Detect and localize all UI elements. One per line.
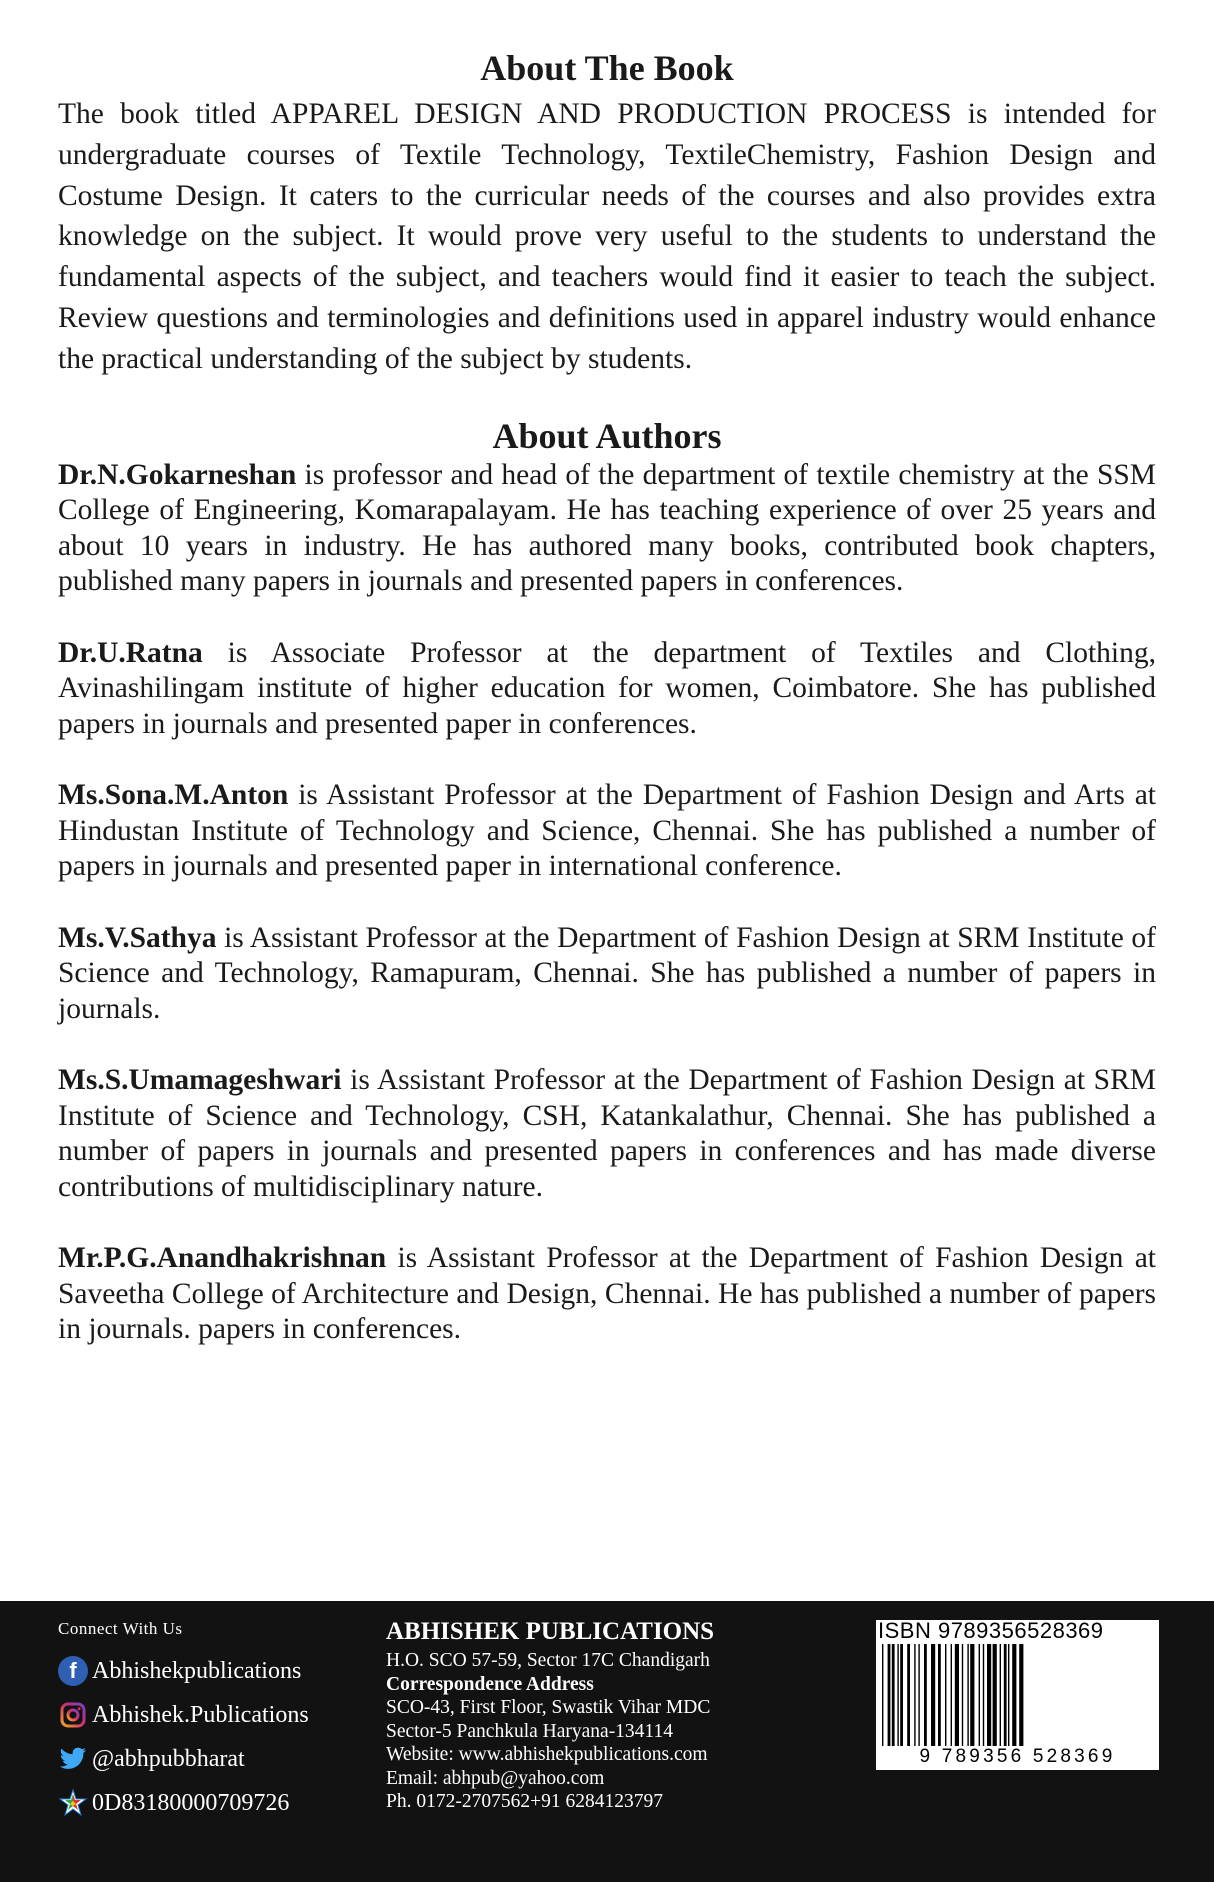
author-description: is Associate Professor at the department of Textiles and Clothing, Avinashilingam institute of higher education for women, Coimbatore. She has published papers in journals and presented paper in conferences. bbox=[58, 636, 1156, 740]
publisher-phone: Ph. 0172-2707562+91 6284123797 bbox=[386, 1791, 663, 1812]
publisher-website: Website: www.abhishekpublications.com bbox=[386, 1744, 708, 1765]
social-koo[interactable] bbox=[58, 1781, 378, 1825]
social-instagram[interactable] bbox=[58, 1693, 378, 1737]
isbn-digits: 9 789356 528369 bbox=[876, 1746, 1159, 1770]
isbn-label: ISBN 9789356528369 bbox=[878, 1618, 1104, 1643]
about-authors-title: About Authors bbox=[492, 415, 722, 456]
author-name: Mr.P.G.Anandhakrishnan bbox=[58, 1242, 387, 1275]
connect-title: Connect With Us bbox=[58, 1619, 183, 1638]
koo-id: 0D83180000709726 bbox=[92, 1789, 290, 1816]
cover-footer bbox=[0, 1601, 1214, 1882]
cover-text-area bbox=[58, 46, 1156, 1384]
author-description: is Assistant Professor at the Department of Fashion Design at SRM Institute of Science and Technology, Ramapuram, Chennai. She has published a number of papers in journals. bbox=[58, 921, 1156, 1025]
publisher-address-ho: H.O. SCO 57-59, Sector 17C Chandigarh bbox=[386, 1650, 710, 1671]
about-authors-section bbox=[58, 414, 1156, 1348]
author-bio bbox=[58, 458, 1156, 600]
barcode-image bbox=[880, 1644, 1155, 1746]
author-bio bbox=[58, 778, 1156, 885]
author-bio bbox=[58, 1241, 1156, 1348]
author-name: Ms.V.Sathya bbox=[58, 921, 217, 954]
instagram-handle: Abhishek.Publications bbox=[92, 1701, 309, 1728]
about-book-title: About The Book bbox=[480, 48, 734, 88]
social-facebook[interactable] bbox=[58, 1649, 378, 1693]
connect-with-us bbox=[58, 1619, 378, 1825]
publisher-info bbox=[386, 1618, 806, 1814]
correspondence-address-line-2: Sector-5 Panchkula Haryana-134114 bbox=[386, 1720, 673, 1742]
author-name: Ms.Sona.M.Anton bbox=[58, 779, 289, 812]
author-list bbox=[58, 458, 1156, 1348]
author-description: is Assistant Professor at the Department of Fashion Design at SRM Institute of Science and Technology, CSH, Katankalathur, Chennai. She has published a number of papers in journals and presented papers in conferences and has made diverse contributions of multidisciplinary nature. bbox=[58, 1064, 1156, 1203]
publisher-email: Email: abhpub@yahoo.com bbox=[386, 1767, 605, 1789]
author-name: Dr.U.Ratna bbox=[58, 636, 203, 669]
instagram-icon bbox=[58, 1700, 88, 1730]
correspondence-address-line-1: SCO-43, First Floor, Swastik Vihar MDC bbox=[386, 1697, 711, 1718]
publisher-name: ABHISHEK PUBLICATIONS bbox=[386, 1618, 715, 1645]
about-book-body: The book titled APPAREL DESIGN AND PRODUCTION PROCESS is intended for undergraduate courses of Textile Technology, TextileChemistry, Fashion Design and Costume Design. It caters to the curricular needs of the courses and also provides extra knowledge on the subject. It would prove very useful to the students to understand the fundamental aspects of the subject, and teachers would find it easier to teach the subject. Review questions and terminologies and definitions used in apparel industry would enhance the practical understanding of the subject by students. bbox=[58, 98, 1156, 375]
correspondence-heading: Correspondence Address bbox=[386, 1673, 594, 1695]
author-bio bbox=[58, 636, 1156, 743]
author-description: is professor and head of the department of textile chemistry at the SSM College of Engineering, Komarapalayam. He has teaching experience of over 25 years and about 10 years in industry. He has authored many books, contributed book chapters, published many papers in journals and presented papers in conferences. bbox=[58, 458, 1156, 598]
isbn-barcode-box bbox=[876, 1620, 1159, 1770]
author-bio bbox=[58, 1063, 1156, 1205]
author-name: Dr.N.Gokarneshan bbox=[58, 458, 297, 491]
facebook-icon: f bbox=[58, 1656, 88, 1686]
twitter-handle: @abhpubbharat bbox=[92, 1745, 245, 1772]
author-name: Ms.S.Umamageshwari bbox=[58, 1064, 342, 1097]
about-book-section bbox=[58, 46, 1156, 380]
author-bio bbox=[58, 921, 1156, 1028]
star-icon bbox=[58, 1788, 88, 1818]
author-description: is Assistant Professor at the Department of Fashion Design and Arts at Hindustan Institute of Technology and Science, Chennai. She has published a number of papers in journals and presented paper in international conference. bbox=[58, 779, 1156, 883]
facebook-handle: Abhishekpublications bbox=[92, 1657, 302, 1684]
social-twitter[interactable] bbox=[58, 1737, 378, 1781]
author-description: is Assistant Professor at the Department of Fashion Design at Saveetha College of Architecture and Design, Chennai. He has published a number of papers in journals. papers in conferences. bbox=[58, 1242, 1156, 1346]
twitter-icon bbox=[58, 1744, 88, 1774]
